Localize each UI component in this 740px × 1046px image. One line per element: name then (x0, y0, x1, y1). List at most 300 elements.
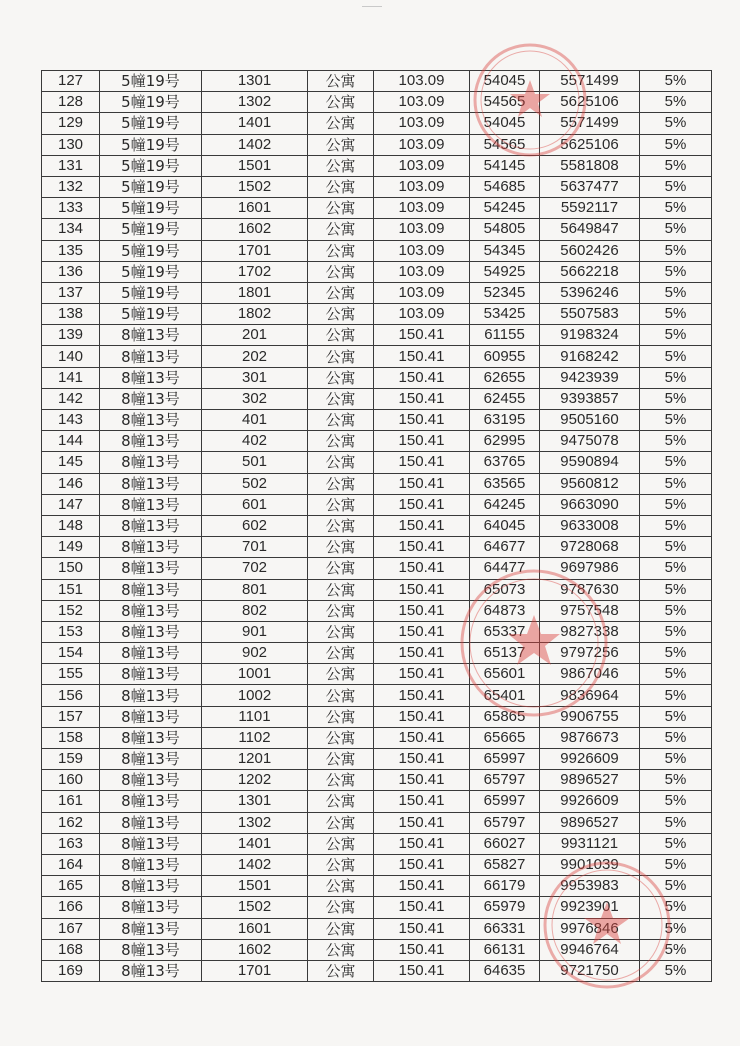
table-row (42, 452, 712, 473)
table-row (42, 198, 712, 219)
room-cell: 1401 (202, 113, 308, 134)
table-body (42, 71, 712, 982)
area-cell: 150.41 (374, 537, 470, 558)
unit-price-cell: 66179 (470, 876, 540, 897)
building-cell: 8幢13号 (100, 812, 202, 833)
type-cell: 公寓 (308, 198, 374, 219)
unit-price-cell: 62455 (470, 388, 540, 409)
room-cell: 1202 (202, 770, 308, 791)
area-cell: 150.41 (374, 643, 470, 664)
table-row (42, 431, 712, 452)
percent-cell: 5% (640, 134, 712, 155)
unit-price-cell: 54925 (470, 261, 540, 282)
unit-price-table (41, 70, 712, 982)
type-cell: 公寓 (308, 960, 374, 981)
total-price-cell: 9926609 (540, 749, 640, 770)
building-cell: 8幢13号 (100, 515, 202, 536)
table-row (42, 854, 712, 875)
building-cell: 8幢13号 (100, 770, 202, 791)
area-cell: 150.41 (374, 918, 470, 939)
total-price-cell: 9505160 (540, 410, 640, 431)
area-cell: 150.41 (374, 791, 470, 812)
percent-cell: 5% (640, 727, 712, 748)
table-row (42, 346, 712, 367)
area-cell: 150.41 (374, 410, 470, 431)
total-price-cell: 9475078 (540, 431, 640, 452)
room-cell: 401 (202, 410, 308, 431)
unit-price-cell: 64477 (470, 558, 540, 579)
unit-price-cell: 61155 (470, 325, 540, 346)
type-cell: 公寓 (308, 643, 374, 664)
unit-price-cell: 65601 (470, 664, 540, 685)
area-cell: 103.09 (374, 134, 470, 155)
building-cell: 8幢13号 (100, 749, 202, 770)
building-cell: 5幢19号 (100, 198, 202, 219)
type-cell: 公寓 (308, 558, 374, 579)
table-row (42, 558, 712, 579)
type-cell: 公寓 (308, 346, 374, 367)
area-cell: 150.41 (374, 558, 470, 579)
row-number-cell: 161 (42, 791, 100, 812)
total-price-cell: 9827338 (540, 621, 640, 642)
table-row (42, 388, 712, 409)
unit-price-cell: 64873 (470, 600, 540, 621)
room-cell: 1101 (202, 706, 308, 727)
row-number-cell: 162 (42, 812, 100, 833)
percent-cell: 5% (640, 240, 712, 261)
percent-cell: 5% (640, 71, 712, 92)
row-number-cell: 130 (42, 134, 100, 155)
percent-cell: 5% (640, 897, 712, 918)
area-cell: 150.41 (374, 706, 470, 727)
room-cell: 1102 (202, 727, 308, 748)
building-cell: 8幢13号 (100, 664, 202, 685)
total-price-cell: 9926609 (540, 791, 640, 812)
type-cell: 公寓 (308, 791, 374, 812)
building-cell: 5幢19号 (100, 304, 202, 325)
total-price-cell: 9787630 (540, 579, 640, 600)
percent-cell: 5% (640, 939, 712, 960)
table-row (42, 897, 712, 918)
unit-price-cell: 65827 (470, 854, 540, 875)
row-number-cell: 142 (42, 388, 100, 409)
building-cell: 8幢13号 (100, 643, 202, 664)
room-cell: 1401 (202, 833, 308, 854)
area-cell: 103.09 (374, 71, 470, 92)
total-price-cell: 9721750 (540, 960, 640, 981)
room-cell: 1502 (202, 897, 308, 918)
percent-cell: 5% (640, 537, 712, 558)
total-price-cell: 9901039 (540, 854, 640, 875)
percent-cell: 5% (640, 833, 712, 854)
area-cell: 103.09 (374, 176, 470, 197)
row-number-cell: 129 (42, 113, 100, 134)
unit-price-cell: 62655 (470, 367, 540, 388)
unit-price-cell: 65073 (470, 579, 540, 600)
row-number-cell: 168 (42, 939, 100, 960)
total-price-cell: 9728068 (540, 537, 640, 558)
unit-price-cell: 64677 (470, 537, 540, 558)
area-cell: 150.41 (374, 960, 470, 981)
total-price-cell: 9896527 (540, 770, 640, 791)
percent-cell: 5% (640, 515, 712, 536)
type-cell: 公寓 (308, 452, 374, 473)
percent-cell: 5% (640, 621, 712, 642)
area-cell: 103.09 (374, 219, 470, 240)
area-cell: 150.41 (374, 833, 470, 854)
area-cell: 103.09 (374, 198, 470, 219)
room-cell: 701 (202, 537, 308, 558)
area-cell: 150.41 (374, 685, 470, 706)
percent-cell: 5% (640, 664, 712, 685)
percent-cell: 5% (640, 918, 712, 939)
table-row (42, 749, 712, 770)
area-cell: 150.41 (374, 473, 470, 494)
percent-cell: 5% (640, 388, 712, 409)
row-number-cell: 153 (42, 621, 100, 642)
total-price-cell: 5571499 (540, 113, 640, 134)
row-number-cell: 148 (42, 515, 100, 536)
type-cell: 公寓 (308, 854, 374, 875)
row-number-cell: 164 (42, 854, 100, 875)
room-cell: 1301 (202, 71, 308, 92)
type-cell: 公寓 (308, 600, 374, 621)
row-number-cell: 139 (42, 325, 100, 346)
percent-cell: 5% (640, 812, 712, 833)
percent-cell: 5% (640, 600, 712, 621)
row-number-cell: 131 (42, 155, 100, 176)
type-cell: 公寓 (308, 664, 374, 685)
percent-cell: 5% (640, 304, 712, 325)
room-cell: 301 (202, 367, 308, 388)
unit-price-cell: 54565 (470, 92, 540, 113)
room-cell: 602 (202, 515, 308, 536)
percent-cell: 5% (640, 643, 712, 664)
area-cell: 103.09 (374, 304, 470, 325)
table-row (42, 304, 712, 325)
unit-price-cell: 64245 (470, 494, 540, 515)
room-cell: 802 (202, 600, 308, 621)
room-cell: 1601 (202, 198, 308, 219)
percent-cell: 5% (640, 176, 712, 197)
percent-cell: 5% (640, 791, 712, 812)
area-cell: 150.41 (374, 854, 470, 875)
type-cell: 公寓 (308, 876, 374, 897)
percent-cell: 5% (640, 92, 712, 113)
unit-price-cell: 54565 (470, 134, 540, 155)
room-cell: 1701 (202, 240, 308, 261)
building-cell: 8幢13号 (100, 367, 202, 388)
row-number-cell: 165 (42, 876, 100, 897)
building-cell: 8幢13号 (100, 939, 202, 960)
unit-price-cell: 63565 (470, 473, 540, 494)
table-row (42, 579, 712, 600)
type-cell: 公寓 (308, 155, 374, 176)
building-cell: 5幢19号 (100, 282, 202, 303)
percent-cell: 5% (640, 749, 712, 770)
total-price-cell: 9976846 (540, 918, 640, 939)
total-price-cell: 9906755 (540, 706, 640, 727)
unit-price-cell: 60955 (470, 346, 540, 367)
building-cell: 8幢13号 (100, 897, 202, 918)
area-cell: 103.09 (374, 261, 470, 282)
row-number-cell: 152 (42, 600, 100, 621)
room-cell: 702 (202, 558, 308, 579)
type-cell: 公寓 (308, 473, 374, 494)
type-cell: 公寓 (308, 240, 374, 261)
table-row (42, 494, 712, 515)
room-cell: 1002 (202, 685, 308, 706)
total-price-cell: 9923901 (540, 897, 640, 918)
table-row (42, 261, 712, 282)
total-price-cell: 5625106 (540, 92, 640, 113)
area-cell: 150.41 (374, 749, 470, 770)
room-cell: 1402 (202, 854, 308, 875)
building-cell: 8幢13号 (100, 960, 202, 981)
percent-cell: 5% (640, 155, 712, 176)
unit-price-cell: 54045 (470, 71, 540, 92)
area-cell: 103.09 (374, 92, 470, 113)
total-price-cell: 9867046 (540, 664, 640, 685)
total-price-cell: 9423939 (540, 367, 640, 388)
room-cell: 1302 (202, 812, 308, 833)
type-cell: 公寓 (308, 515, 374, 536)
building-cell: 8幢13号 (100, 388, 202, 409)
total-price-cell: 9198324 (540, 325, 640, 346)
total-price-cell: 9946764 (540, 939, 640, 960)
percent-cell: 5% (640, 770, 712, 791)
total-price-cell: 5602426 (540, 240, 640, 261)
table-row (42, 367, 712, 388)
room-cell: 1302 (202, 92, 308, 113)
unit-price-cell: 53425 (470, 304, 540, 325)
building-cell: 8幢13号 (100, 346, 202, 367)
row-number-cell: 147 (42, 494, 100, 515)
row-number-cell: 137 (42, 282, 100, 303)
table-row (42, 685, 712, 706)
type-cell: 公寓 (308, 71, 374, 92)
type-cell: 公寓 (308, 304, 374, 325)
total-price-cell: 9797256 (540, 643, 640, 664)
percent-cell: 5% (640, 410, 712, 431)
total-price-cell: 9633008 (540, 515, 640, 536)
percent-cell: 5% (640, 685, 712, 706)
area-cell: 150.41 (374, 770, 470, 791)
area-cell: 150.41 (374, 664, 470, 685)
area-cell: 150.41 (374, 515, 470, 536)
row-number-cell: 163 (42, 833, 100, 854)
row-number-cell: 167 (42, 918, 100, 939)
building-cell: 8幢13号 (100, 537, 202, 558)
row-number-cell: 135 (42, 240, 100, 261)
table-row (42, 939, 712, 960)
total-price-cell: 9663090 (540, 494, 640, 515)
room-cell: 1501 (202, 155, 308, 176)
unit-price-cell: 54805 (470, 219, 540, 240)
room-cell: 1301 (202, 791, 308, 812)
room-cell: 601 (202, 494, 308, 515)
row-number-cell: 150 (42, 558, 100, 579)
table-row (42, 791, 712, 812)
table-row (42, 134, 712, 155)
price-list-sheet (41, 70, 711, 982)
table-row (42, 473, 712, 494)
room-cell: 801 (202, 579, 308, 600)
row-number-cell: 166 (42, 897, 100, 918)
type-cell: 公寓 (308, 219, 374, 240)
table-row (42, 770, 712, 791)
room-cell: 1601 (202, 918, 308, 939)
area-cell: 150.41 (374, 367, 470, 388)
building-cell: 8幢13号 (100, 706, 202, 727)
row-number-cell: 141 (42, 367, 100, 388)
total-price-cell: 9590894 (540, 452, 640, 473)
unit-price-cell: 65997 (470, 791, 540, 812)
type-cell: 公寓 (308, 388, 374, 409)
type-cell: 公寓 (308, 621, 374, 642)
type-cell: 公寓 (308, 812, 374, 833)
table-row (42, 664, 712, 685)
area-cell: 150.41 (374, 727, 470, 748)
type-cell: 公寓 (308, 134, 374, 155)
building-cell: 8幢13号 (100, 685, 202, 706)
type-cell: 公寓 (308, 833, 374, 854)
room-cell: 1701 (202, 960, 308, 981)
type-cell: 公寓 (308, 727, 374, 748)
type-cell: 公寓 (308, 685, 374, 706)
percent-cell: 5% (640, 960, 712, 981)
row-number-cell: 133 (42, 198, 100, 219)
percent-cell: 5% (640, 113, 712, 134)
building-cell: 5幢19号 (100, 261, 202, 282)
unit-price-cell: 65797 (470, 812, 540, 833)
unit-price-cell: 54245 (470, 198, 540, 219)
scan-artifact (362, 6, 382, 7)
building-cell: 8幢13号 (100, 410, 202, 431)
table-row (42, 515, 712, 536)
type-cell: 公寓 (308, 918, 374, 939)
room-cell: 1801 (202, 282, 308, 303)
building-cell: 5幢19号 (100, 113, 202, 134)
percent-cell: 5% (640, 261, 712, 282)
table-row (42, 960, 712, 981)
type-cell: 公寓 (308, 579, 374, 600)
building-cell: 8幢13号 (100, 325, 202, 346)
row-number-cell: 144 (42, 431, 100, 452)
building-cell: 8幢13号 (100, 833, 202, 854)
row-number-cell: 145 (42, 452, 100, 473)
area-cell: 150.41 (374, 621, 470, 642)
table-row (42, 706, 712, 727)
unit-price-cell: 65997 (470, 749, 540, 770)
type-cell: 公寓 (308, 897, 374, 918)
room-cell: 402 (202, 431, 308, 452)
unit-price-cell: 65665 (470, 727, 540, 748)
room-cell: 902 (202, 643, 308, 664)
total-price-cell: 9953983 (540, 876, 640, 897)
unit-price-cell: 63765 (470, 452, 540, 473)
building-cell: 5幢19号 (100, 155, 202, 176)
unit-price-cell: 63195 (470, 410, 540, 431)
row-number-cell: 159 (42, 749, 100, 770)
row-number-cell: 146 (42, 473, 100, 494)
table-row (42, 282, 712, 303)
total-price-cell: 9896527 (540, 812, 640, 833)
row-number-cell: 136 (42, 261, 100, 282)
table-row (42, 537, 712, 558)
room-cell: 1702 (202, 261, 308, 282)
area-cell: 150.41 (374, 325, 470, 346)
type-cell: 公寓 (308, 282, 374, 303)
building-cell: 5幢19号 (100, 219, 202, 240)
table-row (42, 918, 712, 939)
row-number-cell: 140 (42, 346, 100, 367)
total-price-cell: 5581808 (540, 155, 640, 176)
room-cell: 1402 (202, 134, 308, 155)
building-cell: 8幢13号 (100, 473, 202, 494)
type-cell: 公寓 (308, 749, 374, 770)
row-number-cell: 154 (42, 643, 100, 664)
area-cell: 150.41 (374, 897, 470, 918)
room-cell: 901 (202, 621, 308, 642)
total-price-cell: 9931121 (540, 833, 640, 854)
total-price-cell: 9560812 (540, 473, 640, 494)
unit-price-cell: 66131 (470, 939, 540, 960)
total-price-cell: 9876673 (540, 727, 640, 748)
percent-cell: 5% (640, 367, 712, 388)
percent-cell: 5% (640, 494, 712, 515)
table-row (42, 833, 712, 854)
building-cell: 8幢13号 (100, 727, 202, 748)
unit-price-cell: 64635 (470, 960, 540, 981)
area-cell: 150.41 (374, 388, 470, 409)
row-number-cell: 156 (42, 685, 100, 706)
building-cell: 8幢13号 (100, 579, 202, 600)
row-number-cell: 169 (42, 960, 100, 981)
row-number-cell: 128 (42, 92, 100, 113)
type-cell: 公寓 (308, 325, 374, 346)
building-cell: 8幢13号 (100, 854, 202, 875)
area-cell: 150.41 (374, 452, 470, 473)
building-cell: 5幢19号 (100, 240, 202, 261)
row-number-cell: 158 (42, 727, 100, 748)
type-cell: 公寓 (308, 113, 374, 134)
total-price-cell: 9697986 (540, 558, 640, 579)
unit-price-cell: 65401 (470, 685, 540, 706)
building-cell: 5幢19号 (100, 71, 202, 92)
total-price-cell: 5396246 (540, 282, 640, 303)
type-cell: 公寓 (308, 939, 374, 960)
room-cell: 302 (202, 388, 308, 409)
building-cell: 8幢13号 (100, 791, 202, 812)
unit-price-cell: 62995 (470, 431, 540, 452)
unit-price-cell: 65979 (470, 897, 540, 918)
area-cell: 103.09 (374, 155, 470, 176)
row-number-cell: 160 (42, 770, 100, 791)
type-cell: 公寓 (308, 537, 374, 558)
area-cell: 103.09 (374, 113, 470, 134)
area-cell: 150.41 (374, 346, 470, 367)
table-row (42, 812, 712, 833)
building-cell: 8幢13号 (100, 452, 202, 473)
row-number-cell: 127 (42, 71, 100, 92)
room-cell: 202 (202, 346, 308, 367)
building-cell: 8幢13号 (100, 431, 202, 452)
percent-cell: 5% (640, 431, 712, 452)
building-cell: 5幢19号 (100, 92, 202, 113)
type-cell: 公寓 (308, 261, 374, 282)
row-number-cell: 155 (42, 664, 100, 685)
